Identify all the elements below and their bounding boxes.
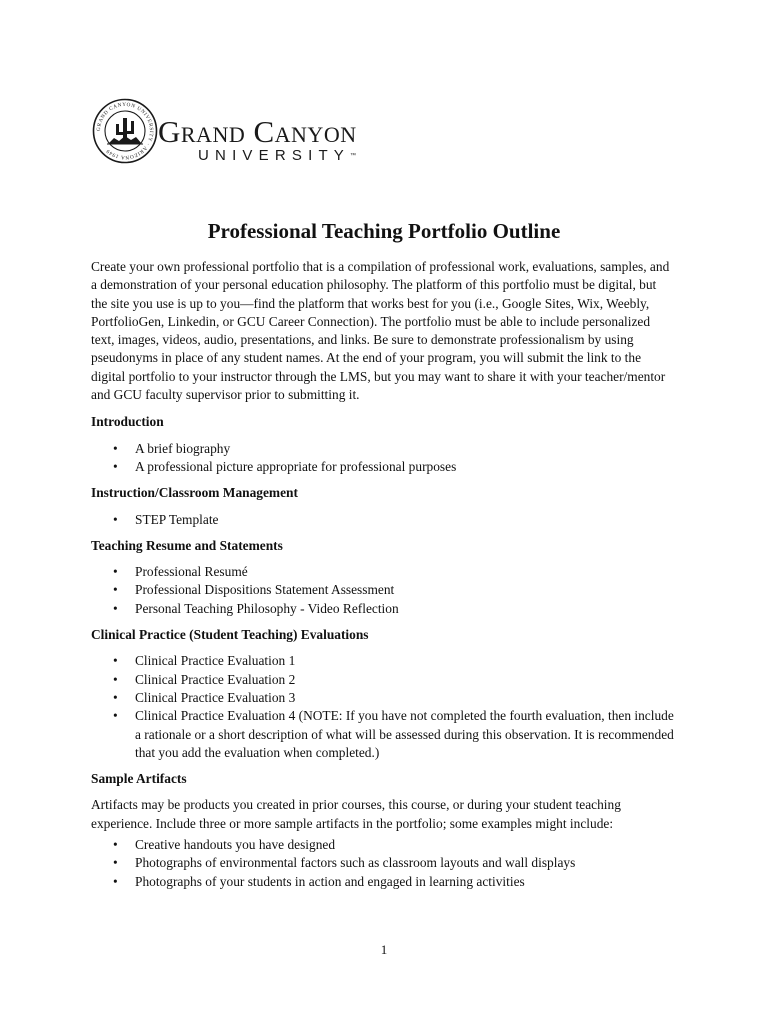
university-logo bbox=[92, 98, 382, 166]
artifacts-list bbox=[91, 836, 675, 891]
introduction-list bbox=[91, 440, 675, 477]
list-item: • Clinical Practice Evaluation 4 (NOTE: If you have not completed the fourth evaluation, then include a rationale or a short description of what will be assessed during this observation. It is recommended that you add the evaluation when completed.) bbox=[91, 707, 675, 762]
document-body bbox=[91, 258, 675, 899]
intro-paragraph: Create your own professional portfolio that is a compilation of professional work, evaluations, samples, and a demonstration of your personal education philosophy. The platform of this portfolio must be digital, but the site you use is up to you—find the platform that works best for you (i.e., Google Sites, Wix, Weebly, PortfolioGen, Linkedin, or GCU Career Connection). The portfolio must be able to include personalized text, images, videos, audio, presentations, and links. Be sure to demonstrate professionalism by using pseudonyms in place of any student names. At the end of your program, you will submit the link to the digital portfolio to your instructor through the LMS, but you may want to share it with your teacher/mentor and GCU faculty supervisor prior to submitting it. bbox=[91, 259, 670, 403]
list-item: • Clinical Practice Evaluation 2 bbox=[91, 671, 675, 689]
section-heading-resume: Teaching Resume and Statements bbox=[91, 537, 283, 553]
list-item: • Personal Teaching Philosophy - Video Reflection bbox=[91, 600, 675, 618]
section-heading-artifacts: Sample Artifacts bbox=[91, 771, 187, 787]
list-item: • Photographs of your students in action and engaged in learning activities bbox=[91, 873, 675, 891]
document-title: Professional Teaching Portfolio Outline bbox=[207, 219, 561, 243]
page-number: 1 bbox=[380, 942, 388, 957]
section-heading-introduction: Introduction bbox=[91, 414, 164, 430]
instruction-list bbox=[91, 511, 675, 529]
list-item: • A brief biography bbox=[91, 440, 675, 458]
section-heading-instruction: Instruction/Classroom Management bbox=[91, 485, 298, 501]
university-seal-icon bbox=[92, 98, 158, 164]
resume-list bbox=[91, 563, 675, 618]
clinical-list bbox=[91, 652, 675, 762]
artifacts-paragraph: Artifacts may be products you created in prior courses, this course, or during your student teaching experience. Include three or more sample artifacts in the portfolio; some examples might include: bbox=[91, 797, 621, 831]
trademark-symbol: ™ bbox=[350, 153, 357, 159]
university-wordmark bbox=[158, 116, 357, 164]
list-item: • Clinical Practice Evaluation 1 bbox=[91, 652, 675, 670]
list-item: • Professional Dispositions Statement Assessment bbox=[91, 581, 675, 599]
list-item: • A professional picture appropriate for professional purposes bbox=[91, 458, 675, 476]
wordmark-bottom-text: UNIVERSITY bbox=[198, 147, 351, 164]
wordmark-top: Grand Canyon bbox=[158, 114, 357, 149]
seal-text: GRAND CANYON UNIVERSITY · ARIZONA 1949 bbox=[95, 101, 155, 161]
list-item: • Creative handouts you have designed bbox=[91, 836, 675, 854]
list-item: • STEP Template bbox=[91, 511, 675, 529]
wordmark-bottom bbox=[198, 148, 357, 164]
list-item: • Professional Resumé bbox=[91, 563, 675, 581]
list-item: • Photographs of environmental factors such as classroom layouts and wall displays bbox=[91, 854, 675, 872]
section-heading-clinical: Clinical Practice (Student Teaching) Evaluations bbox=[91, 627, 369, 643]
list-item: • Clinical Practice Evaluation 3 bbox=[91, 689, 675, 707]
